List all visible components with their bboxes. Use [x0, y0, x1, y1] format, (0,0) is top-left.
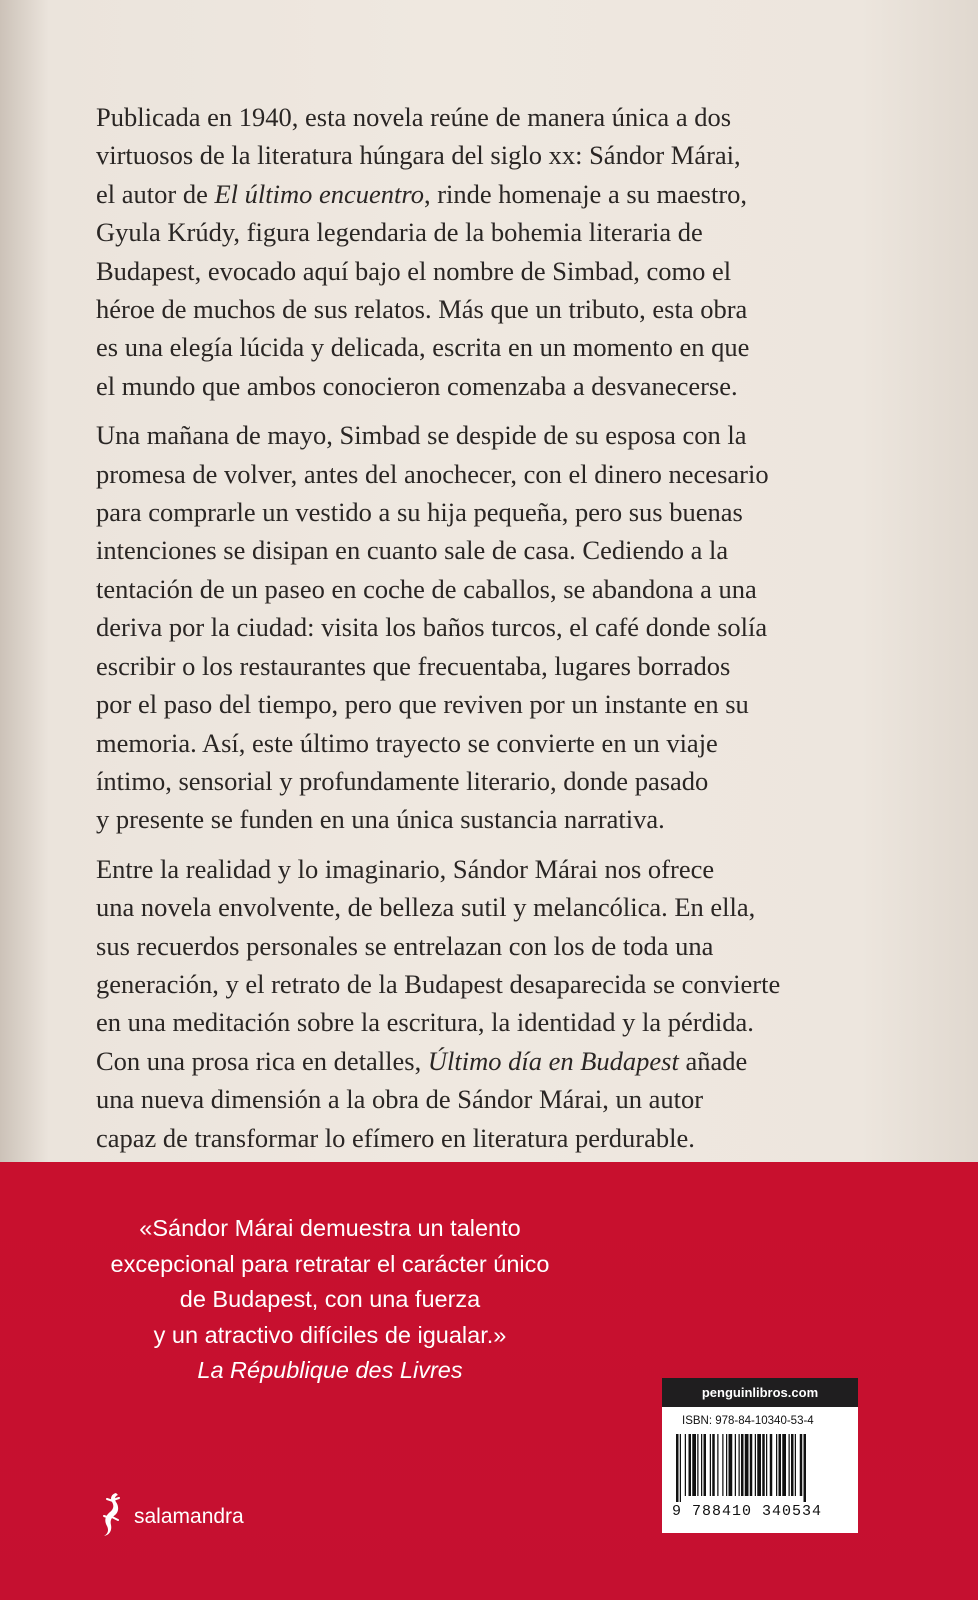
synopsis-line: en una meditación sobre la escritura, la identidad y la pérdida. [96, 1007, 754, 1038]
barcode-bar [762, 1434, 765, 1496]
barcode-bar [795, 1434, 796, 1496]
synopsis-line: tentación de un paseo en coche de caballos, se abandona a una [96, 573, 757, 604]
barcode-bar [750, 1434, 753, 1496]
synopsis-line: es una elegía lúcida y delicada, escrita en un momento en que [96, 332, 750, 363]
barcode-label [662, 1378, 858, 1533]
quote-source: La République des Livres [197, 1357, 463, 1384]
quote-line: excepcional para retratar el carácter único [110, 1250, 550, 1277]
barcode-bar [717, 1434, 718, 1496]
barcode-bar [739, 1434, 740, 1496]
synopsis-line: por el paso del tiempo, pero que reviven por un instante en su [96, 689, 749, 720]
synopsis-line: capaz de transformar lo efímero en literatura perdurable. [96, 1122, 695, 1153]
quote-line: de Budapest, con una fuerza [179, 1286, 481, 1313]
barcode [674, 1434, 846, 1502]
barcode-bar [701, 1434, 702, 1496]
barcode-bar [755, 1434, 756, 1496]
press-quote [40, 1211, 620, 1389]
synopsis-line: el autor de El último encuentro, rinde homenaje a su maestro, [96, 178, 748, 209]
isbn-number: ISBN: 978-84-10340-53-4 [682, 1415, 814, 1427]
barcode-bar [729, 1434, 733, 1496]
barcode-bar [726, 1434, 727, 1496]
synopsis-line: héroe de muchos de sus relatos. Más que un tributo, esta obra [96, 294, 748, 325]
synopsis-line: una nueva dimensión a la obra de Sándor Márai, un autor [96, 1084, 704, 1115]
salamander-icon [96, 1490, 126, 1538]
barcode-bar [676, 1434, 679, 1502]
synopsis-line: memoria. Así, este último trayecto se convierte en un viaje [96, 727, 718, 758]
barcode-bar [692, 1434, 696, 1496]
synopsis-line: Gyula Krúdy, figura legendaria de la bohemia literaria de [96, 217, 703, 248]
barcode-bar [770, 1434, 773, 1496]
synopsis-line: y presente se funden en una única sustancia narrativa. [96, 804, 665, 835]
synopsis-line: Entre la realidad y lo imaginario, Sándor Márai nos ofrece [96, 853, 715, 884]
synopsis-line: virtuosos de la literatura húngara del siglo xx: Sándor Márai, [96, 140, 741, 171]
barcode-bar [710, 1434, 711, 1496]
synopsis-line: el mundo que ambos conocieron comenzaba a desvanecerse. [96, 370, 738, 401]
barcode-bar [779, 1434, 782, 1496]
synopsis-line: generación, y el retrato de la Budapest desaparecida se convierte [96, 968, 781, 999]
synopsis-line: Publicada en 1940, esta novela reúne de manera única a dos [96, 102, 732, 132]
synopsis-paragraph-3 [96, 850, 886, 1157]
quote-line: «Sándor Márai demuestra un talento [139, 1215, 521, 1241]
synopsis-line: promesa de volver, antes del anochecer, con el dinero necesario [96, 458, 769, 489]
publisher-website: penguinlibros.com [662, 1378, 858, 1407]
barcode-bar [697, 1434, 698, 1496]
barcode-bar [800, 1434, 803, 1496]
barcode-bar [704, 1434, 707, 1496]
synopsis-line: intenciones se disipan en cuanto sale de casa. Cediendo a la [96, 535, 729, 566]
barcode-bar [782, 1434, 786, 1496]
barcode-bar [745, 1434, 749, 1496]
synopsis-line: deriva por la ciudad: visita los baños turcos, el café donde solía [96, 612, 768, 643]
barcode-bar [804, 1434, 807, 1502]
barcode-bar [712, 1434, 715, 1496]
synopsis-line: Budapest, evocado aquí bajo el nombre de Simbad, como el [96, 255, 732, 286]
publisher-name: salamandra [134, 1505, 244, 1528]
barcode-digits: 9 788410 340534 [672, 1503, 823, 1520]
synopsis-line: para comprarle un vestido a su hija pequeña, pero sus buenas [96, 497, 743, 528]
barcode-bar [735, 1434, 736, 1496]
book-title: Último día en Budapest [427, 1045, 679, 1076]
synopsis-line [96, 1042, 886, 1080]
book-title-reference: El último encuentro [214, 178, 424, 209]
quote-line: y un atractivo difíciles de igualar.» [153, 1321, 507, 1348]
barcode-bar [685, 1434, 686, 1496]
synopsis-line: Una mañana de mayo, Simbad se despide de su esposa con la [96, 420, 747, 451]
synopsis-text: rinde homenaje a su maestro, [437, 178, 748, 209]
barcode-bar [776, 1434, 777, 1496]
barcode-bar [757, 1434, 761, 1496]
synopsis-text: Con una prosa rica en detalles, [96, 1045, 422, 1076]
synopsis-line: una novela envolvente, de belleza sutil y melancólica. En ella, [96, 892, 756, 923]
barcode-bar [766, 1434, 767, 1496]
barcode-bar [741, 1434, 744, 1496]
synopsis-paragraph-1 [96, 98, 886, 405]
synopsis-paragraph-2 [96, 416, 886, 838]
barcode-bar [789, 1434, 790, 1496]
barcode-bar [791, 1434, 794, 1496]
barcode-bar [680, 1434, 681, 1502]
synopsis-text: el autor de [96, 178, 208, 209]
publisher-logo [96, 1488, 244, 1540]
synopsis-line: sus recuerdos personales se entrelazan con los de toda una [96, 930, 714, 961]
synopsis [96, 98, 886, 1168]
synopsis-line: escribir o los restaurantes que frecuentaba, lugares borrados [96, 650, 731, 681]
synopsis-line: íntimo, sensorial y profundamente literario, donde pasado [96, 765, 709, 796]
synopsis-text: añade [685, 1045, 748, 1076]
barcode-bar [722, 1434, 723, 1496]
barcode-bar [689, 1434, 692, 1496]
